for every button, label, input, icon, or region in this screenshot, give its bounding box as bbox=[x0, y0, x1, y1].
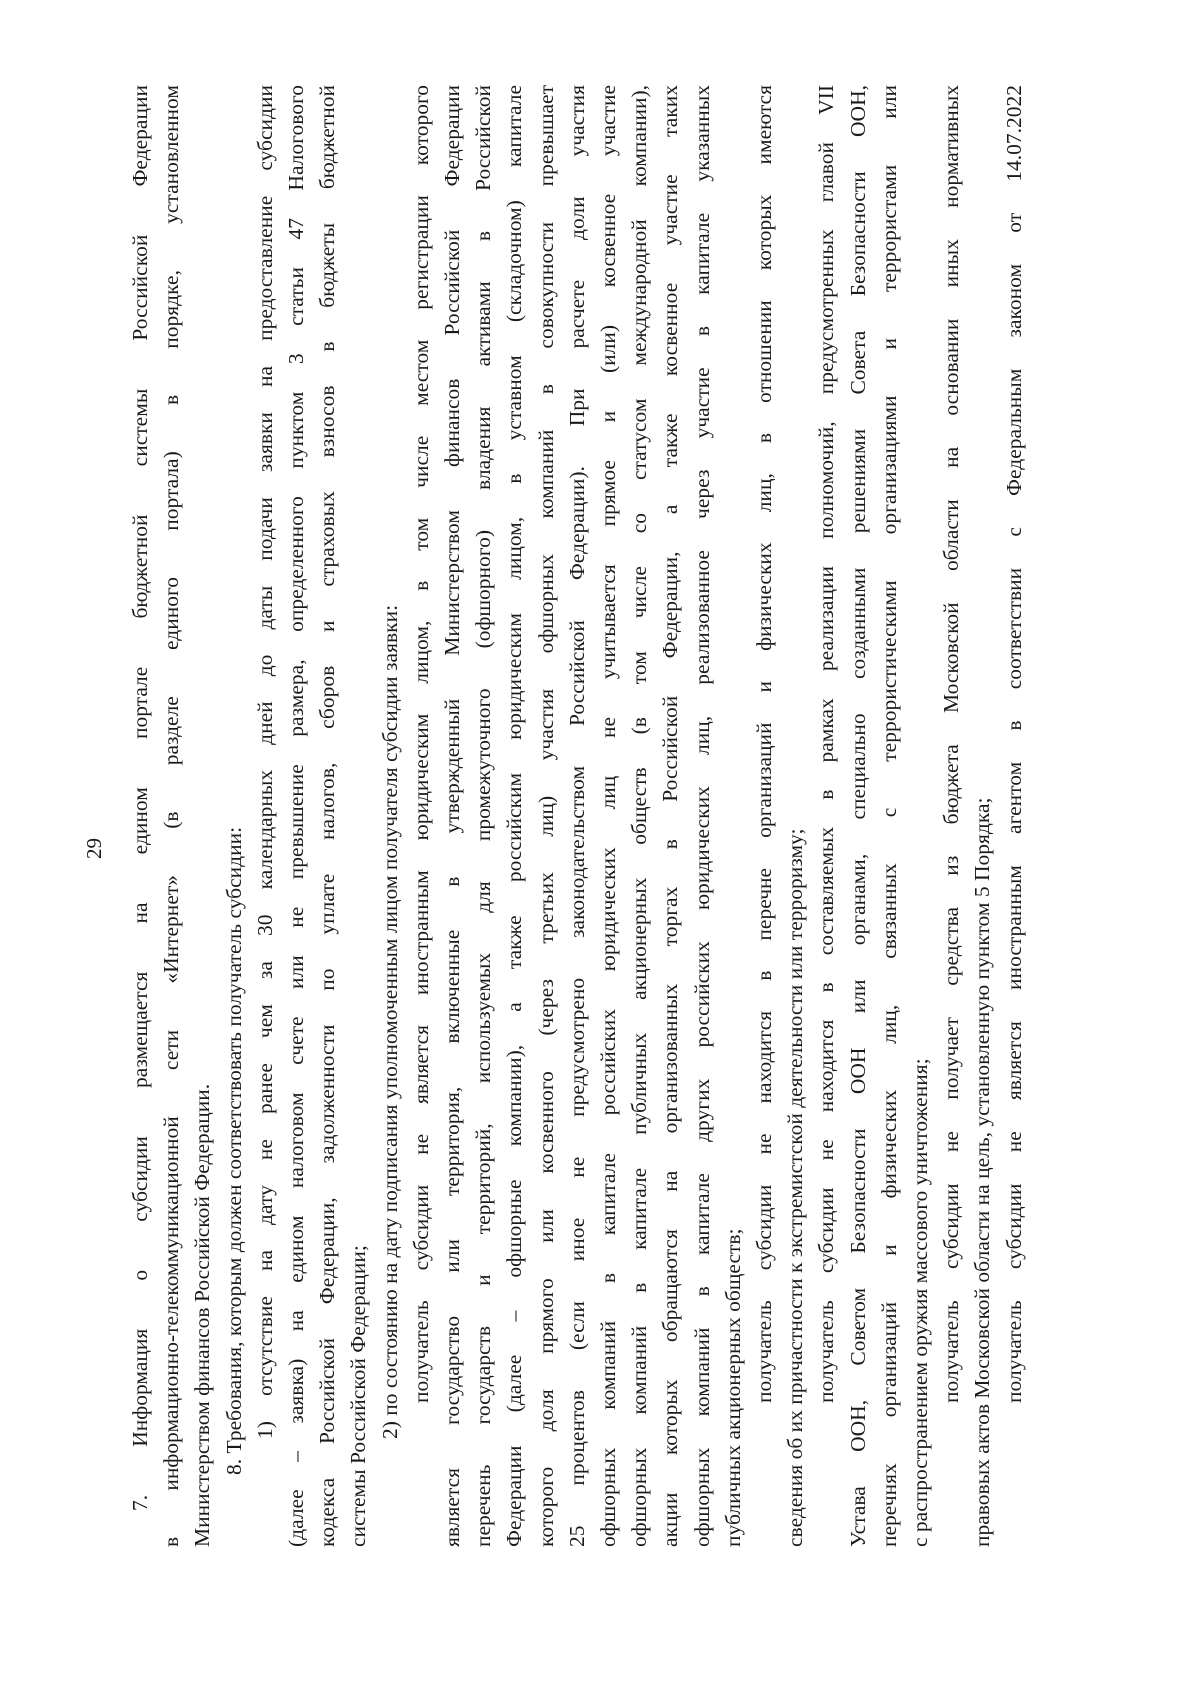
text-line: (далее – заявка) на едином налоговом счете или не превышение размера, определенного пунктом 3 статьи 47 Налогового bbox=[284, 85, 309, 1547]
document-body bbox=[125, 85, 1030, 1547]
text-line: Устава ООН, Советом Безопасности ООН или органами, специально созданными решениями Совета Безопасности ООН, bbox=[845, 85, 870, 1547]
text-line: офшорных компаний в капитале российских юридических лиц не учитывается прямое и (или) косвенное участие bbox=[596, 85, 621, 1547]
text-line: в информационно-телекоммуникационной сети «Интернет» (в разделе единого портала) в порядке, установленном bbox=[159, 85, 184, 1547]
text-line: Федерации (далее – офшорные компании), а также российским юридическим лицом, в уставном (складочном) капитале bbox=[502, 85, 527, 1547]
text-line: получатель субсидии не находится в перечне организаций и физических лиц, в отношении которых имеются bbox=[752, 85, 777, 1403]
text-line: получатель субсидии не является иностранным юридическим лицом, в том числе местом регистрации которого bbox=[408, 85, 433, 1403]
text-line: является государство или территория, включенные в утвержденный Министерством финансов Российской Федерации bbox=[440, 85, 465, 1547]
text-line: кодекса Российской Федерации, задолженности по уплате налогов, сборов и страховых взносов в бюджеты бюджетной bbox=[315, 85, 340, 1547]
text-line: получатель субсидии не находится в составляемых в рамках реализации полномочий, предусмотренных главой VII bbox=[814, 85, 839, 1403]
text-line: сведения об их причастности к экстремистской деятельности или терроризму; bbox=[783, 828, 808, 1547]
text-line: 8. Требования, которым должен соответствовать получатель субсидии: bbox=[221, 826, 246, 1475]
text-line: 25 процентов (если иное не предусмотрено законодательством Российской Федерации). При расчете доли участия bbox=[564, 85, 589, 1547]
text-line: правовых актов Московской области на цель, установленную пунктом 5 Порядка; bbox=[970, 797, 995, 1547]
text-line: 2) по состоянию на дату подписания уполномоченным лицом получателя субсидии заявки: bbox=[377, 604, 402, 1439]
text-line: с распространением оружия массового уничтожения; bbox=[908, 1058, 933, 1547]
text-line: которого доля прямого или косвенного (через третьих лиц) участия офшорных компаний в совокупности превышает bbox=[533, 85, 558, 1547]
page-number: 29 bbox=[82, 838, 106, 859]
text-line: получатель субсидии не является иностранным агентом в соответствии с Федеральным законом от 14.07.2022 bbox=[1001, 85, 1026, 1403]
text-line: 7. Информация о субсидии размещается на едином портале бюджетной системы Российской Федерации bbox=[128, 85, 152, 1511]
text-line: перечнях организаций и физических лиц, связанных с террористическими организациями и террористами или bbox=[876, 85, 901, 1547]
text-line: Министерством финансов Российской Федерации. bbox=[190, 1083, 215, 1547]
text-line: офшорных компаний в капитале публичных акционерных обществ (в том числе со статусом международной компании), bbox=[627, 85, 652, 1547]
text-line: 1) отсутствие на дату не ранее чем за 30 календарных дней до даты подачи заявки на предоставление субсидии bbox=[252, 85, 277, 1439]
text-line: публичных акционерных обществ; bbox=[720, 1228, 745, 1547]
text-line: офшорных компаний в капитале других российских юридических лиц, реализованное через участие в капитале указанных bbox=[689, 85, 714, 1547]
text-line: системы Российской Федерации; bbox=[346, 1245, 371, 1547]
text-line: получатель субсидии не получает средства из бюджета Московской области на основании иных нормативных bbox=[939, 85, 964, 1403]
text-line: акции которых обращаются на организованных торгах в Российской Федерации, а также косвенное участие таких bbox=[658, 85, 683, 1547]
text-line: перечень государств и территорий, используемых для промежуточного (офшорного) владения активами в Российской bbox=[471, 85, 496, 1547]
